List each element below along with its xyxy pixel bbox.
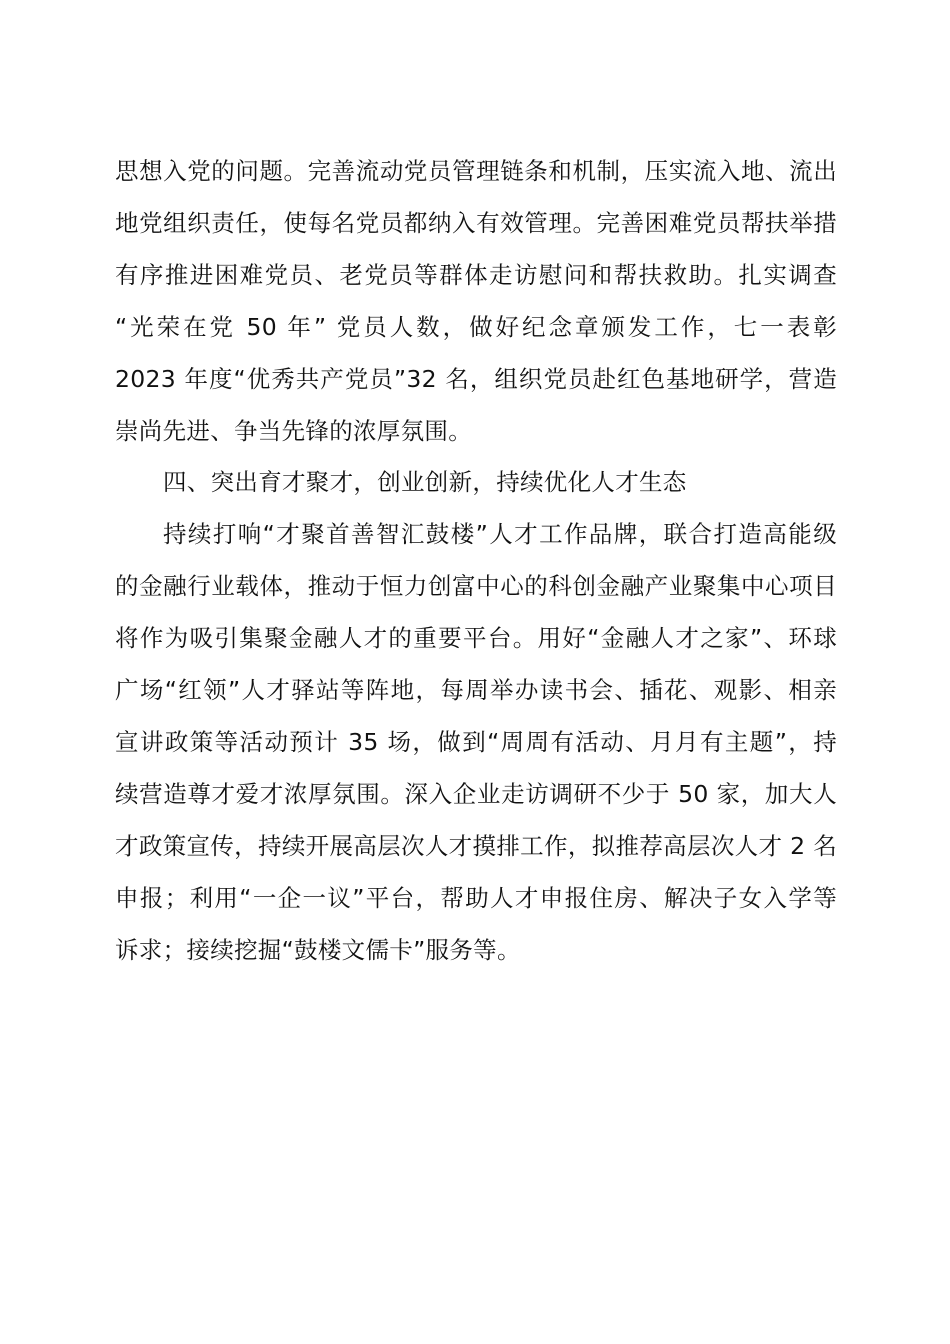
paragraph-line: 才政策宣传，持续开展高层次人才摸排工作，拟推荐高层次人才 2 名 xyxy=(115,832,837,860)
paragraph-line: 地党组织责任，使每名党员都纳入有效管理。完善困难党员帮扶举措 xyxy=(115,209,837,237)
paragraph-line: 宣讲政策等活动预计 35 场，做到“周周有活动、月月有主题”，持 xyxy=(115,728,837,756)
paragraph-line: 将作为吸引集聚金融人才的重要平台。用好“金融人才之家”、环球 xyxy=(115,624,837,652)
paragraph-line: 的金融行业载体，推动于恒力创富中心的科创金融产业聚集中心项目 xyxy=(115,572,837,600)
paragraph-line: 有序推进困难党员、老党员等群体走访慰问和帮扶救助。扎实调查 xyxy=(115,261,837,289)
paragraph-line: 2023 年度“优秀共产党员”32 名，组织党员赴红色基地研学，营造 xyxy=(115,365,837,393)
paragraph-line: 崇尚先进、争当先锋的浓厚氛围。 xyxy=(115,417,472,445)
paragraph-line: 申报；利用“一企一议”平台，帮助人才申报住房、解决子女入学等 xyxy=(115,884,837,912)
paragraph-line: 诉求；接续挖掘“鼓楼文儒卡”服务等。 xyxy=(115,936,521,964)
paragraph-line: “光荣在党 50 年” 党员人数，做好纪念章颁发工作，七一表彰 xyxy=(115,313,837,341)
paragraph-line: 续营造尊才爱才浓厚氛围。深入企业走访调研不少于 50 家，加大人 xyxy=(115,780,837,808)
paragraph-line: 广场“红领”人才驿站等阵地，每周举办读书会、插花、观影、相亲 xyxy=(115,676,837,704)
section-heading: 四、突出育才聚才，创业创新，持续优化人才生态 xyxy=(163,468,687,496)
paragraph-line: 持续打响“才聚首善智汇鼓楼”人才工作品牌，联合打造高能级 xyxy=(163,520,837,548)
paragraph-line: 思想入党的问题。完善流动党员管理链条和机制，压实流入地、流出 xyxy=(115,157,837,185)
